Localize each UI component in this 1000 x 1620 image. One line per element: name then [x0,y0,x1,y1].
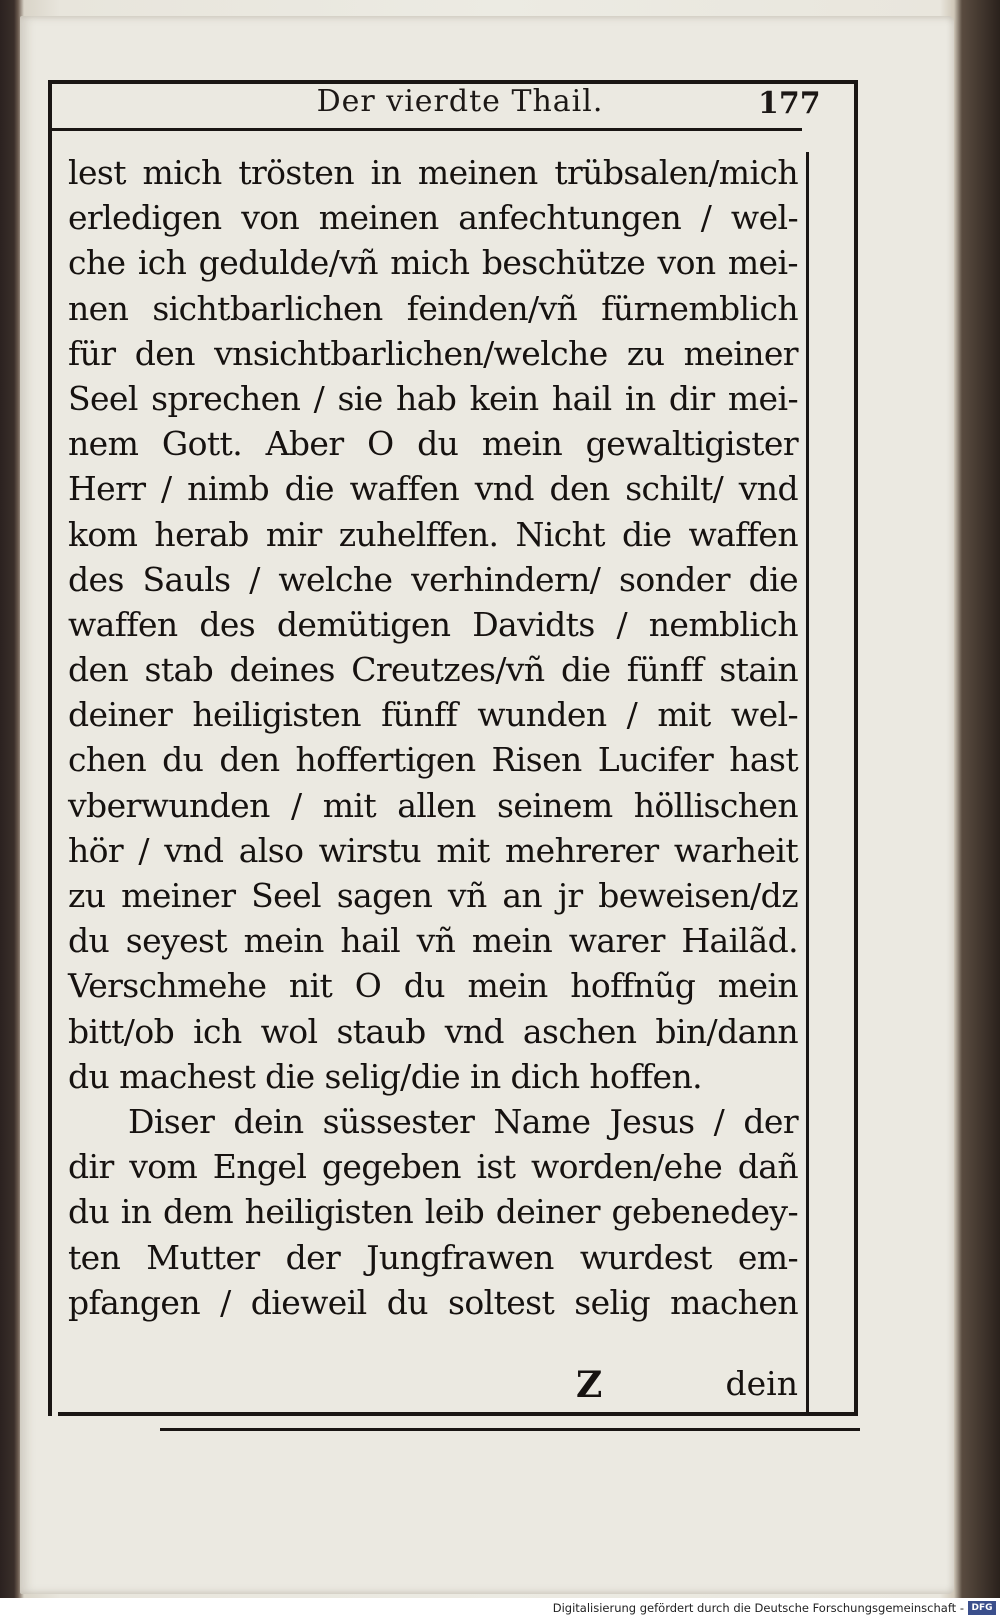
text-line: des Sauls / welche verhindern/ sonder die [68,559,798,599]
page-foot [68,1364,798,1410]
page-number: 177 [758,86,821,121]
text-line: bitt/ob ich wol staub vnd aschen bin/dann [68,1011,798,1051]
text-line: deiner heiligisten fünff wunden / mit wel- [68,695,798,735]
border-bottom-rule [58,1412,858,1416]
funding-credit: Digitalisierung gefördert durch die Deutsche Forschungsgemeinschaft - [552,1601,964,1615]
header-rule [52,128,802,131]
text-line: du machest die selig/die in dich hoffen. [68,1056,703,1096]
signature-mark: Z [576,1364,603,1406]
text-line: Seel sprechen / sie hab kein hail in dir mei- [68,378,798,418]
text-line: ten Mutter der Jungfrawen wurdest em- [68,1237,798,1277]
text-line: erledigen von meinen anfechtungen / wel- [68,198,798,238]
text-line: nem Gott. Aber O du mein gewaltigister [68,424,798,464]
text-line: kom herab mir zuhelffen. Nicht die waffen [68,514,798,554]
text-line: lest mich trösten in meinen trübsalen/mich [68,153,798,192]
text-line-paragraph-start: Diser dein süssester Name Jesus / der [128,1101,798,1141]
border-bottom-rule-secondary [160,1428,860,1431]
text-line: che ich gedulde/vñ mich beschütze von mei- [68,243,798,283]
text-line: vberwunden / mit allen seinem höllischen [68,785,798,825]
text-line: Herr / nimb die waffen vnd den schilt/ vnd [68,469,798,509]
text-line: den stab deines Creutzes/vñ die fünff stain [68,650,798,690]
text-line: Verschmehe nit O du mein hoffnũg mein [68,966,798,1006]
dfg-logo: DFG [968,1601,996,1615]
text-line: nen sichtbarlichen feinden/vñ fürnemblich [68,288,798,328]
text-line: chen du den hoffertigen Risen Lucifer hast [68,740,798,780]
text-line: du seyest mein hail vñ mein warer Hailãd. [68,921,798,961]
body-text [68,150,798,1325]
text-line: waffen des demütigen Davidts / nemblich [68,604,798,644]
catchword: dein [725,1364,798,1403]
text-line: zu meiner Seel sagen vñ an jr beweisen/dz [68,876,798,915]
text-line: hör / vnd also wirstu mit mehrerer warheit [68,830,798,870]
running-head: Der vierdte Thail. [316,84,604,119]
text-line: für den vnsichtbarlichen/welche zu meiner [68,333,798,373]
text-line: dir vom Engel gegeben ist worden/ehe dañ [68,1147,798,1187]
text-line: du in dem heiligisten leib deiner gebenedey- [68,1192,798,1232]
column-rule-right [806,152,809,1412]
text-line: pfangen / dieweil du soltest selig machen [68,1282,798,1322]
